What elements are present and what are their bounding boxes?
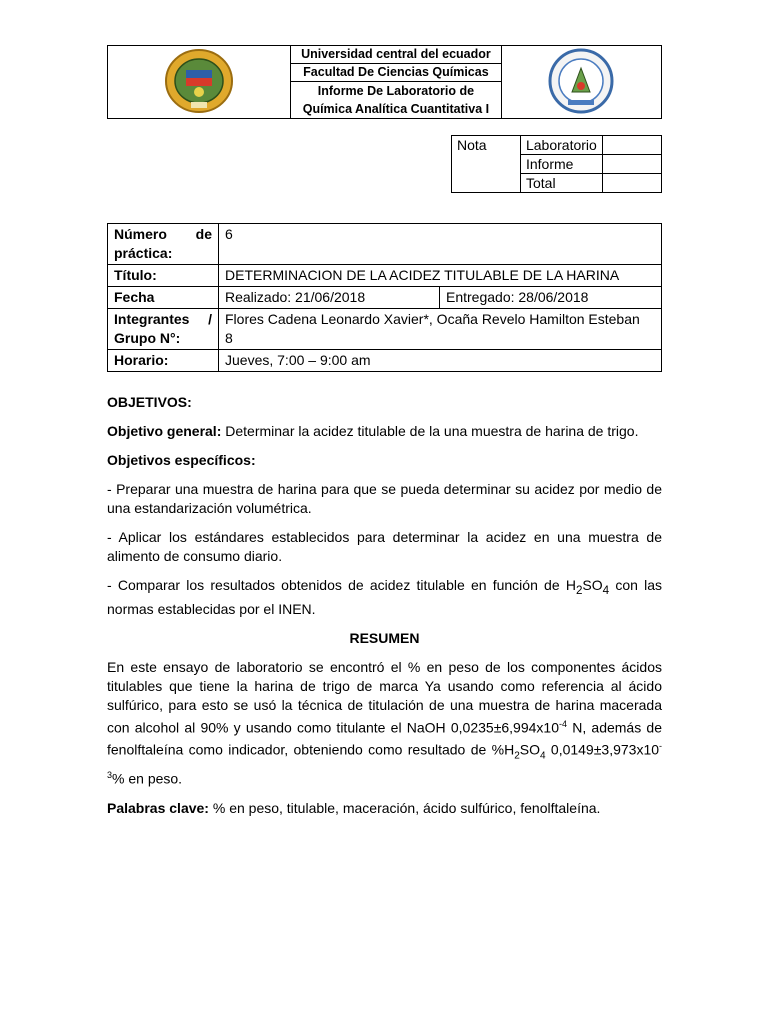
summary-part-b: N, además de fenolftaleína como indicador, obteniendo como resultado de %H [107, 719, 662, 759]
right-logo-cell [501, 46, 661, 119]
report-body [107, 393, 662, 818]
general-objective-text: Determinar la acidez titulable de la una muestra de harina de trigo. [221, 423, 639, 439]
title-label: Título: [108, 265, 219, 287]
summary-part-e: % en peso. [112, 770, 183, 787]
specific-objective-3-part-a: - Comparar los resultados obtenidos de acidez titulable en función de H [107, 577, 576, 593]
grade-row-informe: Informe [520, 155, 602, 174]
schedule-value: Jueves, 7:00 – 9:00 am [219, 350, 662, 372]
group-number: 8 [225, 330, 233, 346]
header-report-line2: Química Analítica Cuantitativa I [302, 102, 490, 116]
date-delivered: Entregado: 28/06/2018 [440, 287, 662, 309]
specific-objective-3 [107, 576, 662, 619]
specific-objective-1: - Preparar una muestra de harina para que se pueda determinar su acidez por medio de una estandarización volumétrica. [107, 481, 662, 516]
header-table [107, 45, 662, 119]
summary-sup2: -3 [107, 741, 663, 780]
practice-number-label [108, 224, 219, 265]
specific-objective-3-part-c: con las normas establecidas por el INEN. [107, 577, 662, 617]
specific-objective-3-part-b: SO [582, 577, 603, 593]
members-label [108, 309, 219, 350]
practice-number-value: 6 [219, 224, 662, 265]
university-seal-icon [164, 48, 234, 114]
grade-value-laboratorio [603, 136, 662, 155]
keywords [107, 799, 662, 818]
date-performed: Realizado: 21/06/2018 [219, 287, 440, 309]
summary-paragraph [107, 658, 662, 789]
group-label: Grupo N°: [114, 330, 181, 346]
header-title-cell [291, 46, 501, 119]
summary-heading: RESUMEN [349, 629, 420, 646]
grade-value-total [603, 174, 662, 193]
header-report-line1: Informe De Laboratorio de [317, 84, 475, 98]
grade-row-total: Total [520, 174, 602, 193]
faculty-seal-icon [546, 48, 616, 114]
members-names: Flores Cadena Leonardo Xavier*, Ocaña Revelo Hamilton Esteban [225, 311, 640, 327]
members-label-word: Integrantes [114, 311, 190, 327]
grade-value-informe [603, 155, 662, 174]
left-logo-cell [108, 46, 291, 119]
members-value [219, 309, 662, 350]
header-faculty: Facultad De Ciencias Químicas [291, 64, 500, 82]
practice-number-label-word2: de [195, 226, 212, 242]
grade-table [451, 135, 662, 193]
keywords-label: Palabras clave: [107, 799, 209, 816]
specific-objective-3-sub2: 4 [602, 583, 610, 597]
practice-number-label-word1: Número [114, 226, 167, 242]
title-value: DETERMINACION DE LA ACIDEZ TITULABLE DE LA HARINA [219, 265, 662, 287]
summary-part-a: En este ensayo de laboratorio se encontró el % en peso de los componentes ácidos titulables que tiene la harina de trigo de marca Ya usando como referencia al ácido sulfúrico, para esto se usó la técnica de titulación de una muestra de harina macerada con alcohol al 90% y usando como titulante el NaOH 0,0235±6,994x10 [107, 658, 662, 736]
summary-sub2: 4 [539, 750, 546, 762]
specific-objectives-heading: Objetivos específicos: [107, 452, 256, 468]
specific-objective-3-sub1: 2 [575, 583, 583, 597]
summary-sup1: -4 [558, 718, 567, 729]
objectives-heading: OBJETIVOS: [107, 394, 192, 410]
specific-objective-2: - Aplicar los estándares establecidos para determinar la acidez en una muestra de alimento de consumo diario. [107, 529, 662, 564]
members-label-slash: / [208, 311, 212, 327]
general-objective [107, 422, 662, 441]
summary-part-d: 0,0149±3,973x10 [545, 742, 660, 759]
grade-row-laboratorio: Laboratorio [520, 136, 602, 155]
grade-label: Nota [452, 136, 521, 193]
schedule-label: Horario: [108, 350, 219, 372]
header-university: Universidad central del ecuador [291, 46, 500, 64]
general-objective-label: Objetivo general: [107, 423, 222, 439]
keywords-text: % en peso, titulable, maceración, ácido sulfúrico, fenolftaleína. [208, 799, 601, 816]
summary-sub1: 2 [514, 750, 520, 762]
practice-number-label-word3: práctica: [114, 245, 173, 261]
summary-part-c: SO [519, 742, 540, 759]
header-report [291, 82, 500, 118]
date-label: Fecha [108, 287, 219, 309]
practice-info-table [107, 223, 662, 372]
